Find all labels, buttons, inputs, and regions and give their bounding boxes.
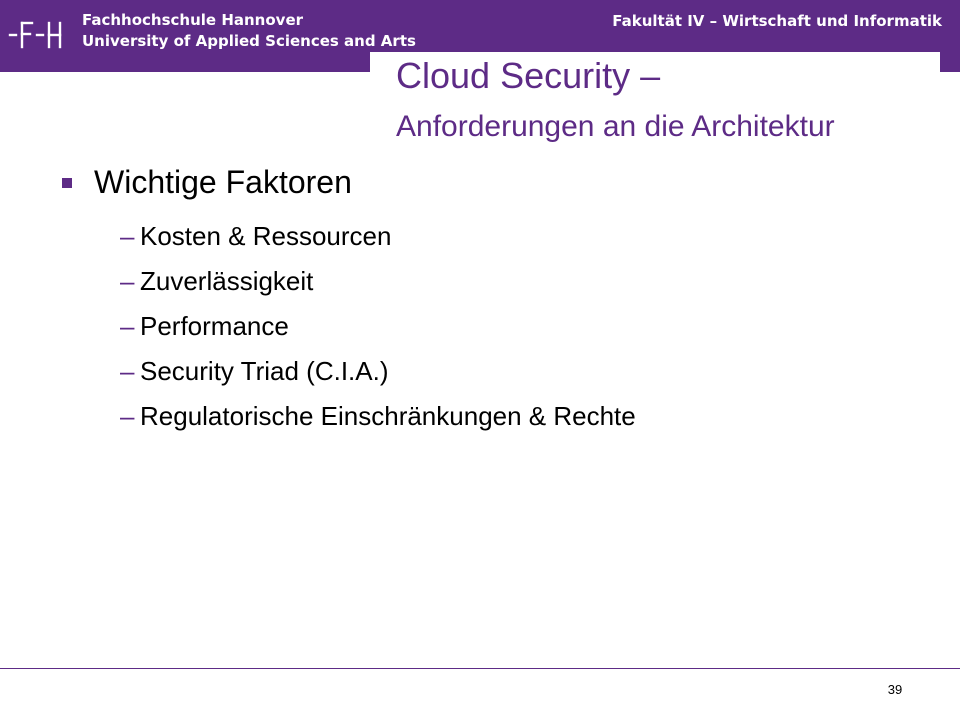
footer-divider bbox=[0, 668, 960, 669]
institution-line-2: University of Applied Sciences and Arts bbox=[82, 32, 416, 50]
sub-bullet-item bbox=[120, 259, 636, 304]
slide-title: Cloud Security – bbox=[396, 55, 661, 96]
square-bullet-icon bbox=[62, 178, 72, 188]
sub-bullet-text: Zuverlässigkeit bbox=[140, 266, 314, 296]
sub-bullet-list bbox=[120, 214, 636, 439]
sub-bullet-text: Regulatorische Einschränkungen & Rechte bbox=[140, 401, 636, 431]
institution-name bbox=[82, 10, 416, 52]
page-number: 39 bbox=[887, 682, 903, 697]
sub-bullet-item bbox=[120, 214, 636, 259]
institution-line-1: Fachhochschule Hannover bbox=[82, 11, 304, 29]
sub-bullet-item bbox=[120, 349, 636, 394]
slide-subtitle: Anforderungen an die Architektur bbox=[396, 110, 835, 143]
faculty-name: Fakultät IV – Wirtschaft und Informatik bbox=[612, 12, 942, 30]
dash-marker: – bbox=[120, 401, 135, 431]
fhh-logo-icon bbox=[8, 20, 70, 50]
main-bullet bbox=[62, 164, 352, 201]
sub-bullet-item bbox=[120, 394, 636, 439]
dash-marker: – bbox=[120, 266, 135, 296]
dash-marker: – bbox=[120, 311, 135, 341]
main-bullet-text: Wichtige Faktoren bbox=[94, 164, 352, 200]
sub-bullet-item bbox=[120, 304, 636, 349]
sub-bullet-text: Performance bbox=[140, 311, 289, 341]
dash-marker: – bbox=[120, 221, 135, 251]
dash-marker: – bbox=[120, 356, 135, 386]
sub-bullet-text: Security Triad (C.I.A.) bbox=[140, 356, 389, 386]
sub-bullet-text: Kosten & Ressourcen bbox=[140, 221, 392, 251]
